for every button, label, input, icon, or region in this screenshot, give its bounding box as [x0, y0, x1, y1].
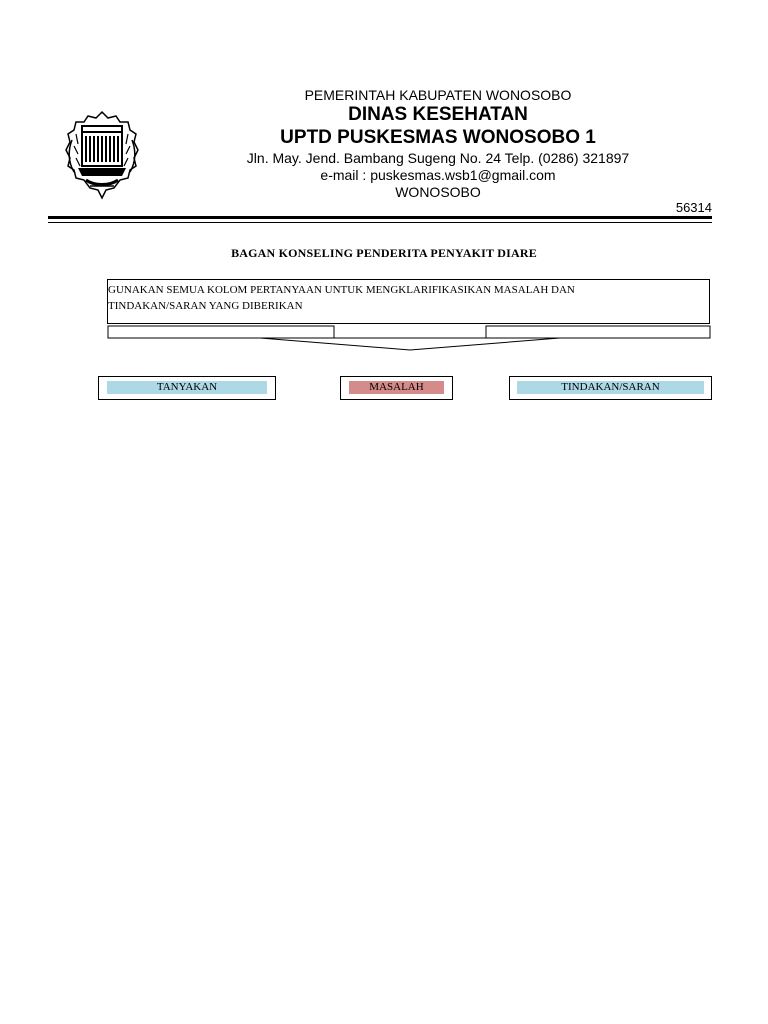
column-label-tanyakan: TANYAKAN — [107, 381, 267, 394]
letterhead-divider-thin — [48, 222, 712, 223]
column-label-masalah: MASALAH — [349, 381, 444, 394]
letterhead — [180, 86, 696, 201]
funnel-arrow — [0, 320, 768, 360]
column-label-tindakan-saran: TINDAKAN/SARAN — [517, 381, 704, 394]
arrow-left-bar — [108, 326, 334, 338]
department-name: DINAS KESEHATAN — [348, 104, 528, 125]
instruction-box — [107, 279, 710, 324]
document-title: BAGAN KONSELING PENDERITA PENYAKIT DIARE — [231, 246, 537, 260]
address-line: Jln. May. Jend. Bambang Sugeng No. 24 Telp. (0286) 321897 — [246, 150, 630, 166]
government-name: PEMERINTAH KABUPATEN WONOSOBO — [304, 87, 572, 103]
instruction-line-1: GUNAKAN SEMUA KOLOM PERTANYAAN UNTUK MENGKLARIFIKASIKAN MASALAH DAN — [108, 284, 575, 296]
column-box-tanyakan — [98, 376, 276, 400]
regency-crest-icon — [64, 110, 140, 202]
arrow-head-outline — [260, 338, 560, 350]
email-line: e-mail : puskesmas.wsb1@gmail.com — [320, 167, 556, 183]
postal-code: 56314 — [675, 200, 712, 215]
instruction-line-2: TINDAKAN/SARAN YANG DIBERIKAN — [108, 300, 303, 312]
arrow-right-bar — [486, 326, 710, 338]
column-box-masalah — [340, 376, 453, 400]
city-line: WONOSOBO — [395, 184, 481, 200]
column-box-tindakan-saran — [509, 376, 712, 400]
letterhead-divider-thick — [48, 216, 712, 219]
unit-name: UPTD PUSKESMAS WONOSOBO 1 — [280, 127, 596, 148]
